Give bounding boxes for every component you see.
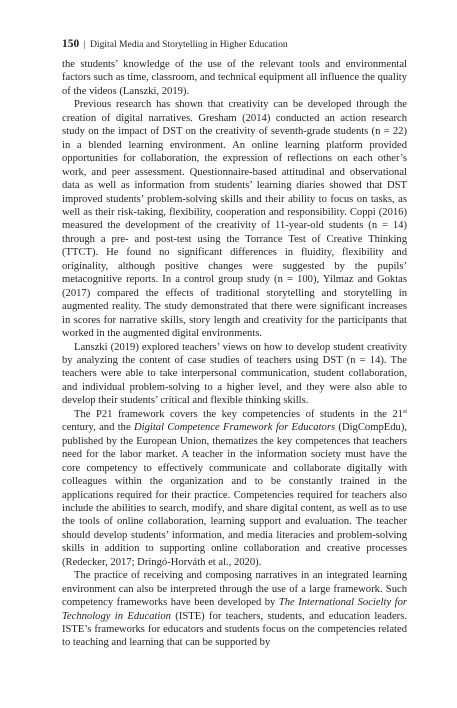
paragraph-5 (62, 569, 407, 650)
paragraph-2: Previous research has shown that creativity can be developed through the creation of digital narratives. Gresham (2014) conducted an action research study on the impact of DST on the creativity of seventh-grade students (n = 22) in a blended learning environment. An online learning platform provided opportunities for collaboration, the expression of reflections on each other’s work, and peer assessment. Questionnaire-based attitudinal and observational data as well as information from students’ learning diaries showed that DST improved students’ problem-solving skills and their ability to focus on tasks, as well as their risk-taking, flexibility, cooperation and responsibility. Coppi (2016) measured the development of the creativity of 11-year-old students (n = 14) through a pre- and post-test using the Torrance Test of Creative Thinking (TTCT). He found no significant differences in fluidity, flexibility and originality, although positive changes were suggested by the pupils’ metacognitive reports. In a control group study (n = 100), Yilmaz and Goktas (2017) compared the effects of traditional storytelling and storytelling in augmented reality. The study demonstrated that there were significant increases in scores for narrative skills, story length and creativity for the participants that worked in the augmented digital environments. (62, 99, 407, 340)
book-title: Digital Media and Storytelling in Higher Education (89, 39, 288, 50)
p5-text-a: The practice of receiving and composing narratives in an integrated learning environment can also be interpreted through the use of a large framework. Such competency frameworks have been developed by (62, 570, 407, 609)
p5-text-b: (ISTE) for teachers, students, and education leaders. ISTE’s frameworks for educators and students focus on the competencies related to teaching and learning that can be supported by (62, 610, 407, 649)
p4-superscript: st (402, 408, 407, 415)
body-text (62, 58, 407, 650)
paragraph-4 (62, 408, 407, 569)
page-number: 150 (62, 38, 80, 50)
running-header (62, 38, 407, 51)
p4-text-b: century, and the (62, 422, 134, 434)
header-separator: | (83, 39, 86, 50)
paragraph-3: Lanszki (2019) explored teachers’ views on how to develop student creativity by analyzing the content of case studies of teachers using DST (n = 14). The teachers were able to take interpersonal communication, student collaboration, and individual problem-solving to a higher level, and they were also able to develop their students’ critical and flexible thinking skills. (62, 341, 407, 407)
paragraph-1: the students’ knowledge of the use of the relevant tools and environmental factors such as time, classroom, and technical equipment all influence the quality of the videos (Lanszki, 2019). (62, 59, 407, 97)
p4-text-a: The P21 framework covers the key competencies of students in the 21 (74, 408, 403, 420)
p4-text-c: (DigCompEdu), published by the European Union, thematizes the key competences that teachers need for the labor market. A teacher in the information society must have the core competency to effectively communicate and collaborate digitally with colleagues within the organization and to be constantly trained in the applications required for their practice. Competencies required for teachers also include the abilities to search, modify, and share digital content, as well as to use the tools of online collaboration, learning support and evaluation. The teacher should develop students’ information, and media literacies and problem-solving skills in addition to supporting online collaboration and creative processes (Redecker, 2017; Dringó-Horváth et al., 2020). (62, 422, 407, 568)
p5-italic-title: The International Socielty for Technology in Education (62, 597, 407, 622)
p4-italic-title: Digital Competence Framework for Educators (134, 422, 336, 434)
